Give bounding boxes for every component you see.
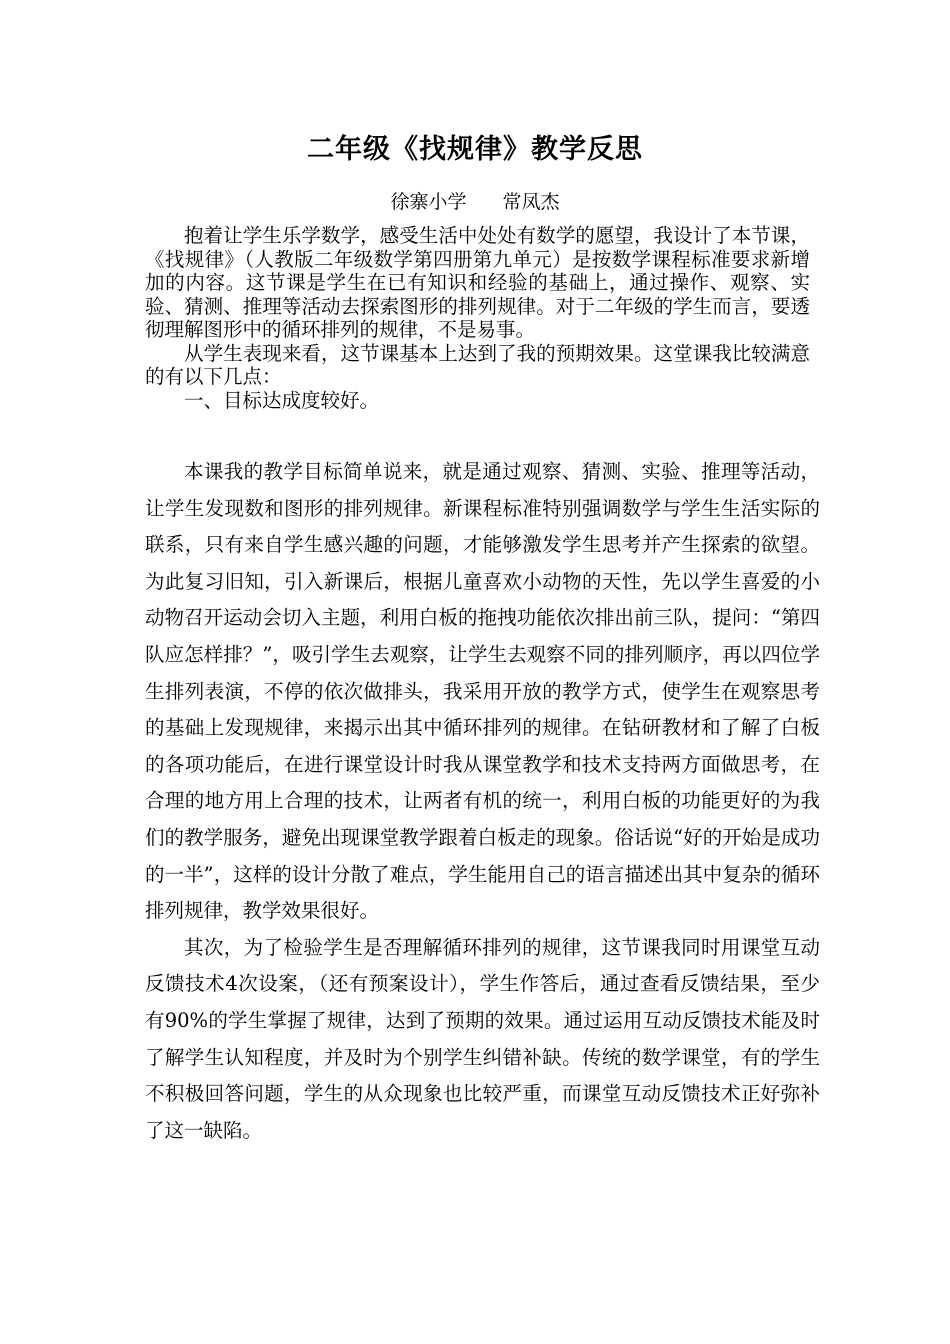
byline	[0, 188, 950, 216]
document-title: 二年级《找规律》教学反思	[307, 134, 643, 165]
author-name: 常凤杰	[502, 191, 560, 213]
paragraph-goal-detail: 本课我的教学目标简单说来，就是通过观察、猜测、实验、推理等活动，让学生发现数和图形的排列规律。新课程标准特别强调数学与学生生活实际的联系，只有来自学生感兴趣的问题，才能够激发学生思考并产生探索的欲望。为此复习旧知，引入新课后，根据儿童喜欢小动物的天性，先以学生喜爱的小动物召开运动会切入主题，利用白板的拖拽功能依次排出前三队，提问：“第四队应怎样排？”，吸引学生去观察，让学生去观察不同的排列顺序，再以四位学生排列表演，不停的依次做排头，我采用开放的教学方式，使学生在观察思考的基础上发现规律，来揭示出其中循环排列的规律。在钻研教材和了解了白板的各项功能后，在进行课堂设计时我从课堂教学和技术支持两方面做思考，在合理的地方用上合理的技术，让两者有机的统一，利用白板的功能更好的为我们的教学服务，避免出现课堂教学跟着白板走的现象。俗话说“好的开始是成功的一半”，这样的设计分散了难点，学生能用自己的语言描述出其中复杂的循环排列规律，教学效果很好。	[145, 460, 820, 923]
paragraph-feedback: 其次，为了检验学生是否理解循环排列的规律，这节课我同时用课堂互动反馈技术4次设案，（还有预案设计），学生作答后，通过查看反馈结果，至少有90%的学生掌握了规律，达到了预期的效果。通过运用互动反馈技术能及时了解学生认知程度，并及时为个别学生纠错补缺。传统的数学课堂，有的学生不积极回答问题，学生的从众现象也比较严重，而课堂互动反馈技术正好弥补了这一缺陷。	[145, 935, 820, 1142]
body-section	[145, 454, 820, 1149]
paragraph-intro: 抱着让学生乐学数学，感受生活中处处有数学的愿望，我设计了本节课，《找规律》（人教版二年级数学第四册第九单元）是按数学课程标准要求新增加的内容。这节课是学生在已有知识和经验的基础上，通过操作、观察、实验、猜测、推理等活动去探索图形的排列规律。对于二年级的学生而言，要透彻理解图形中的循环排列的规律，不是易事。	[145, 224, 810, 341]
intro-section	[145, 224, 810, 412]
paragraph-performance: 从学生表现来看，这节课基本上达到了我的预期效果。这堂课我比较满意的有以下几点：	[145, 341, 810, 388]
school-name: 徐寨小学	[390, 191, 467, 213]
section-heading-goal: 一、目标达成度较好。	[184, 388, 380, 412]
